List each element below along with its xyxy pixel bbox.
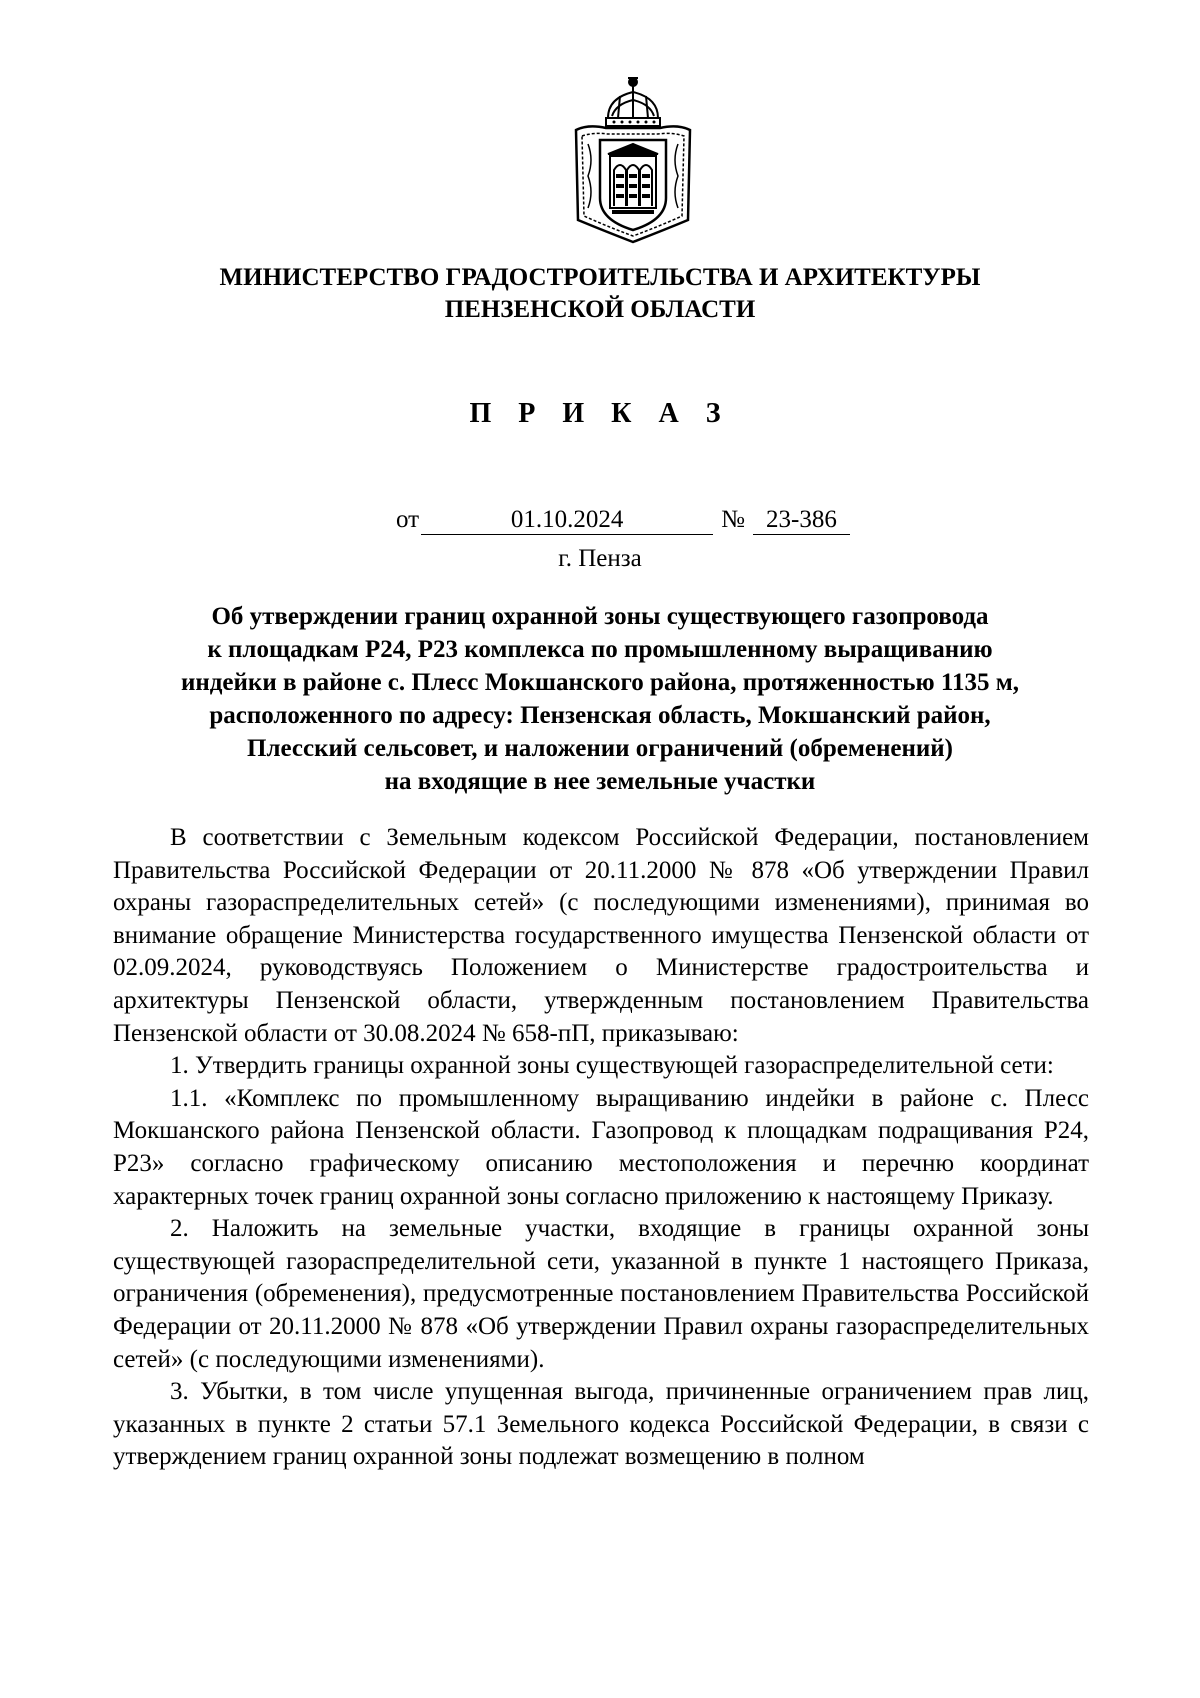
order-number: 23-386: [753, 506, 850, 535]
date-prefix: от: [396, 506, 420, 533]
city-name: г. Пенза: [558, 545, 642, 572]
date-number-line: [396, 505, 850, 535]
ministry-name-line-2: ПЕНЗЕНСКОЙ ОБЛАСТИ: [444, 296, 756, 323]
body-paragraph-item-1: 1. Утвердить границы охранной зоны существующей газораспределительной сети:: [170, 1052, 1054, 1080]
body-paragraph-item-3: 3. Убытки, в том числе упущенная выгода, причиненные ограничением прав лиц, указанных в пункте 2 статьи 57.1 Земельного кодекса Российской Федерации, в связи с утверждением границ охранной зоны подлежат возмещению в полном: [113, 1378, 1089, 1471]
ministry-name-line-1: МИНИСТЕРСТВО ГРАДОСТРОИТЕЛЬСТВА И АРХИТЕКТУРЫ: [219, 264, 981, 291]
subject-line: расположенного по адресу: Пензенская область, Мокшанский район,: [209, 702, 991, 729]
order-body: [113, 822, 1089, 1474]
body-paragraph-item-2: 2. Наложить на земельные участки, входящие в границы охранной зоны существующей газораспределительной сети, указанной в пункте 1 настоящего Приказа, ограничения (обременения), предусмотренные постановлением Правительства Российской Федерации от 20.11.2000 № 878 «Об утверждении Правил охраны газораспределительных сетей» (с последующими изменениями).: [113, 1215, 1089, 1373]
order-date: 01.10.2024: [421, 506, 713, 535]
subject-line: индейки в районе с. Плесс Мокшанского района, протяженностью 1135 м,: [180, 669, 1020, 696]
subject-line: на входящие в нее земельные участки: [384, 768, 816, 795]
coat-of-arms-emblem: [568, 70, 698, 245]
order-subject: [140, 600, 1060, 798]
body-paragraph-preamble: В соответствии с Земельным кодексом Российской Федерации, постановлением Правительства Российской Федерации от 20.11.2000 № 878 «Об утверждении Правил охраны газораспределительных сетей» (с последующими изменениями), принимая во внимание обращение Министерства государственного имущества Пензенской области от 02.09.2024, руководствуясь Положением о Министерстве градостроительства и архитектуры Пензенской области, утвержденным постановлением Правительства Пензенской области от 30.08.2024 № 658-пП, приказываю:: [113, 824, 1089, 1047]
subject-line: Плесский сельсовет, и наложении ограничений (обременений): [247, 735, 953, 762]
document-type-title: П Р И К А З: [469, 398, 731, 429]
body-paragraph-item-1-1: 1.1. «Комплекс по промышленному выращиванию индейки в районе с. Плесс Мокшанского района Пензенской области. Газопровод к площадкам подращивания Р24, Р23» согласно графическому описанию местоположения и перечню координат характерных точек границ охранной зоны согласно приложению к настоящему Приказу.: [113, 1084, 1089, 1210]
number-prefix: №: [721, 506, 745, 533]
subject-line: Об утверждении границ охранной зоны существующего газопровода: [211, 603, 989, 630]
ministry-name: [100, 262, 1100, 326]
subject-line: к площадкам Р24, Р23 комплекса по промышленному выращиванию: [207, 636, 993, 663]
